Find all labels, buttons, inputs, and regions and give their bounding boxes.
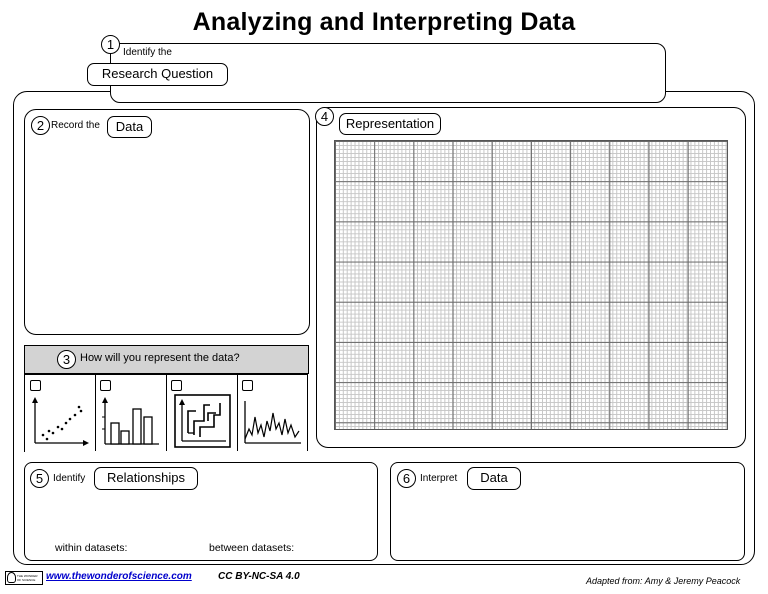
within-datasets-label: within datasets: [55, 542, 128, 554]
website-link[interactable]: www.thewonderofscience.com [46, 571, 192, 582]
line-checkbox[interactable] [242, 380, 253, 391]
step-3-number: 3 [57, 350, 76, 369]
step-5-prompt: Identify [53, 473, 86, 484]
option-bar[interactable] [95, 375, 167, 451]
step-3-question: How will you represent the data? [80, 352, 240, 364]
research-question-tag: Research Question [87, 63, 228, 86]
record-data-tag: Data [107, 116, 152, 138]
step-1-number: 1 [101, 35, 120, 54]
step-6-prompt: Interpret [420, 473, 458, 484]
record-data-box[interactable] [24, 109, 310, 335]
step-5-number: 5 [30, 469, 49, 488]
step-6-number: 6 [397, 469, 416, 488]
option-line[interactable] [237, 375, 308, 451]
step-4-number: 4 [315, 107, 334, 126]
between-datasets-label: between datasets: [209, 542, 295, 554]
bar-graph-icon [101, 395, 161, 447]
option-scatter[interactable] [25, 375, 96, 451]
scatter-checkbox[interactable] [30, 380, 41, 391]
step-2-number: 2 [31, 116, 50, 135]
bar-checkbox[interactable] [100, 380, 111, 391]
tree-diagram-icon [174, 393, 232, 449]
step-1-prompt: Identify the [123, 47, 172, 58]
logo-text: THE WONDER OF SCIENCE [17, 573, 38, 582]
logo [5, 571, 43, 585]
tree-checkbox[interactable] [171, 380, 182, 391]
page-title: Analyzing and Interpreting Data [192, 8, 576, 36]
scatter-plot-icon [31, 395, 91, 447]
lightbulb-icon [7, 572, 16, 583]
step-2-prompt: Record the [51, 120, 100, 131]
license-text: CC BY-NC-SA 4.0 [218, 571, 300, 582]
adapted-from-text: Adapted from: Amy & Jeremy Peacock [586, 576, 741, 586]
option-tree[interactable] [166, 375, 238, 451]
interpret-data-tag: Data [467, 467, 521, 490]
relationships-tag: Relationships [94, 467, 198, 490]
representation-tag: Representation [339, 113, 441, 135]
representation-options [24, 374, 308, 452]
line-graph-icon [241, 395, 303, 447]
graph-paper-grid[interactable] [334, 140, 728, 430]
